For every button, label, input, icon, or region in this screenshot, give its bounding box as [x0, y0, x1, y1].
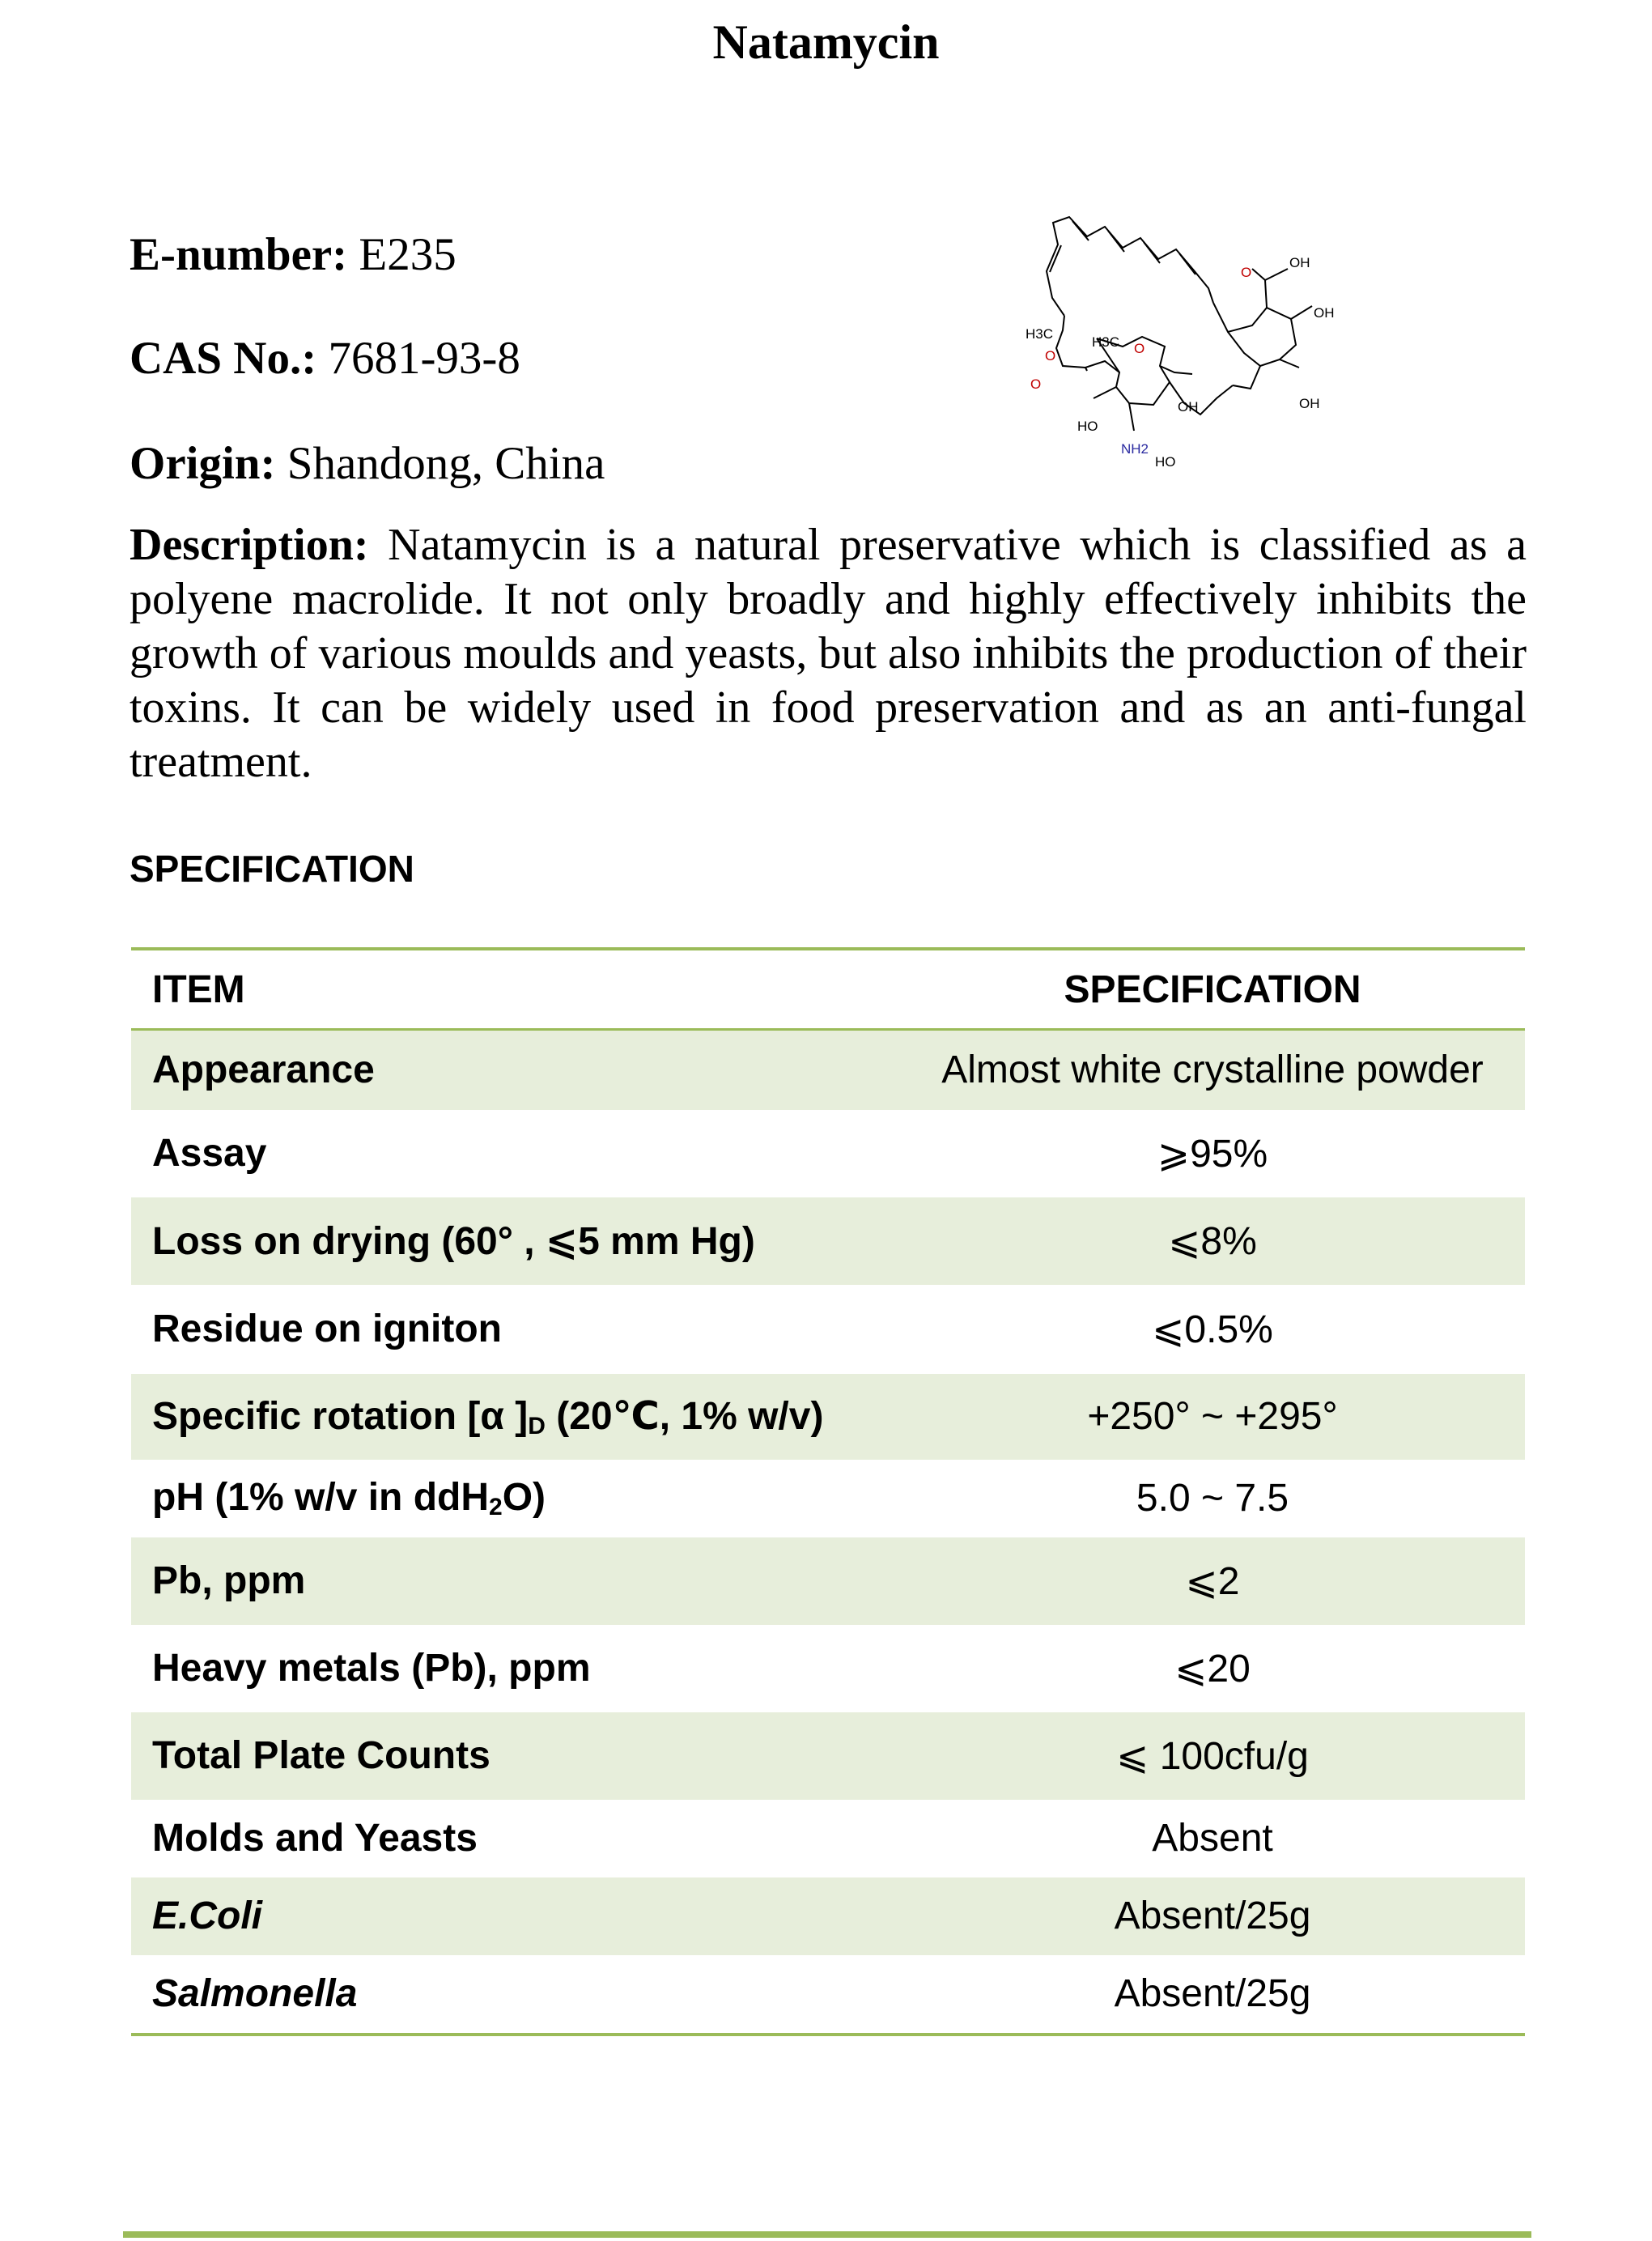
row-item: Assay — [152, 1132, 267, 1175]
mol-label-h3c: H3C — [1026, 326, 1054, 342]
table-row — [131, 1460, 1525, 1537]
table-row — [131, 1955, 1525, 2033]
cas-number-label: CAS No.: — [130, 333, 317, 384]
mol-label-o: O — [1045, 348, 1056, 364]
document-title: Natamycin — [712, 15, 940, 69]
ph-label-sub: 2 — [489, 1494, 503, 1520]
table-bottom-rule — [131, 2033, 1525, 2036]
header-item: ITEM — [131, 950, 900, 1030]
origin-field — [130, 437, 605, 490]
e-number-field — [130, 228, 457, 281]
mol-label-o: O — [1030, 376, 1042, 392]
row-item: Appearance — [131, 1030, 900, 1110]
mol-label-nh2: NH2 — [1121, 441, 1149, 457]
cas-number-field — [130, 332, 520, 385]
row-item: Pb, ppm — [131, 1537, 900, 1625]
mol-label-o: O — [1241, 265, 1252, 280]
row-spec: ⩽2 — [900, 1537, 1525, 1625]
ph-label-tail: O) — [502, 1476, 546, 1519]
specification-heading: SPECIFICATION — [130, 848, 414, 890]
mol-label-oh: OH — [1314, 305, 1335, 321]
table-row — [131, 1197, 1525, 1285]
row-item: Residue on igniton — [152, 1308, 502, 1350]
row-item: Heavy metals (Pb), ppm — [152, 1647, 591, 1690]
origin-value: Shandong, China — [287, 438, 605, 489]
table-row — [131, 1625, 1525, 1712]
mol-label-h3c: H3C — [1092, 334, 1120, 350]
description-text: Natamycin is a natural preservative which is classified as a polyene macrolide. It not only broadly and highly effectively inhibits the growth of various moulds and yeasts, but also inhibits the production of their toxins. It can be widely used in food preservation and as an anti-fungal treatment. — [130, 520, 1527, 787]
row-spec: Absent/25g — [900, 1877, 1525, 1955]
row-spec: ⩽0.5% — [1152, 1308, 1273, 1351]
table-row — [131, 1800, 1525, 1877]
description — [130, 518, 1527, 789]
e-number-value: E235 — [359, 229, 457, 280]
table-row — [131, 1030, 1525, 1110]
specification-table — [131, 947, 1525, 2036]
row-spec: Almost white crystalline powder — [900, 1030, 1525, 1110]
row-spec: Absent/25g — [1114, 1972, 1311, 2015]
description-label: Description: — [130, 520, 369, 570]
header-specification: SPECIFICATION — [900, 950, 1525, 1030]
table-row — [131, 1374, 1525, 1460]
table-header-row — [131, 950, 1525, 1030]
mol-label-oh: OH — [1289, 255, 1310, 270]
row-spec: ⩽8% — [900, 1197, 1525, 1285]
row-item: Loss on drying (60° , ⩽5 mm Hg) — [131, 1197, 900, 1285]
row-item: Total Plate Counts — [131, 1712, 900, 1800]
row-item — [131, 1374, 900, 1460]
mol-label-oh: OH — [1299, 396, 1320, 411]
mol-label-ho: HO — [1155, 454, 1176, 470]
row-spec: +250° ~ +295° — [900, 1374, 1525, 1460]
row-spec: ⩽20 — [1174, 1647, 1251, 1690]
rotation-label-main: Specific rotation [α ] — [152, 1394, 529, 1438]
row-spec: 5.0 ~ 7.5 — [1136, 1477, 1289, 1520]
table-row — [131, 1537, 1525, 1625]
table-row — [131, 1712, 1525, 1800]
row-item: Molds and Yeasts — [152, 1817, 478, 1860]
rotation-label-tail: (20℃, 1% w/v) — [545, 1394, 824, 1438]
origin-label: Origin: — [130, 438, 276, 489]
row-item: E.Coli — [131, 1877, 900, 1955]
row-spec: ⩽ 100cfu/g — [900, 1712, 1525, 1800]
ph-label-main: pH (1% w/v in ddH — [152, 1476, 490, 1519]
e-number-label: E-number: — [130, 229, 348, 280]
table-row — [131, 1877, 1525, 1955]
natamycin-structure-diagram — [1016, 194, 1404, 486]
row-spec: ⩾95% — [1157, 1132, 1268, 1176]
table-row — [131, 1110, 1525, 1197]
mol-label-ho: HO — [1077, 419, 1098, 434]
footer-rule — [123, 2231, 1531, 2238]
rotation-label-sub: D — [528, 1412, 546, 1439]
mol-label-oh: OH — [1178, 399, 1199, 415]
row-item: Salmonella — [152, 1972, 358, 2015]
row-item — [131, 1460, 900, 1537]
table-row — [131, 1285, 1525, 1374]
cas-number-value: 7681-93-8 — [328, 333, 520, 384]
mol-label-o: O — [1134, 341, 1145, 356]
row-spec: Absent — [1152, 1817, 1273, 1860]
